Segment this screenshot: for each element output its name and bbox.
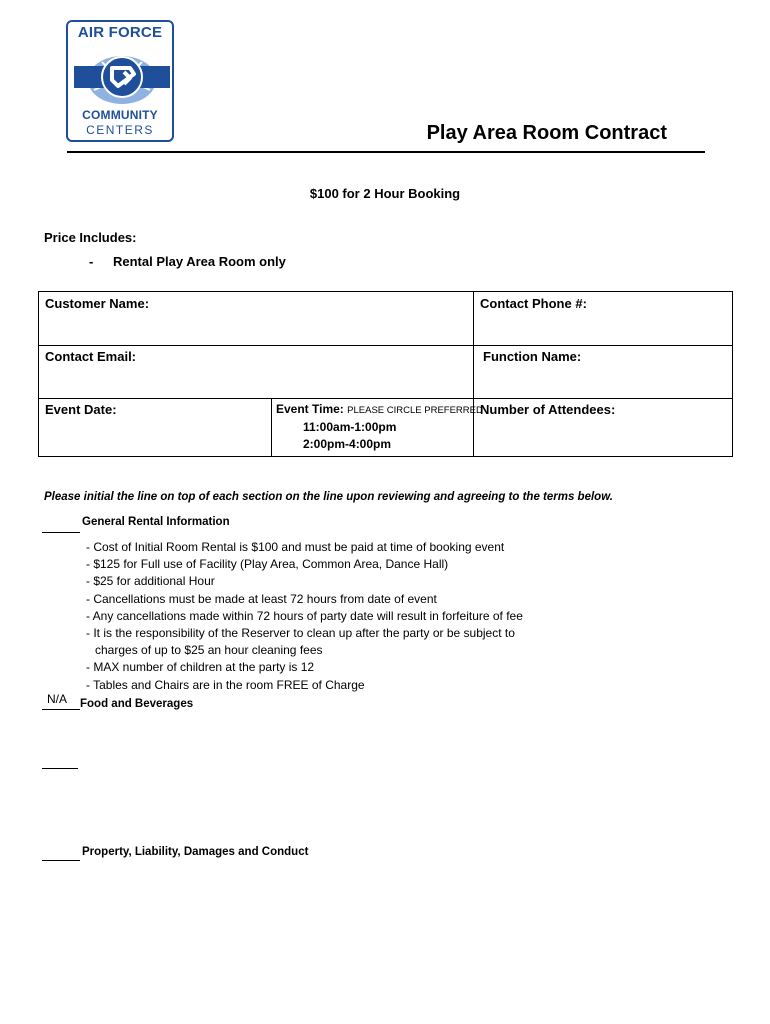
row-divider-1 [39, 345, 732, 346]
time-option-2[interactable]: 2:00pm-4:00pm [303, 437, 392, 451]
term-item: - Any cancellations made within 72 hours of party date will result in forfeiture of fee [86, 608, 523, 623]
price-includes-dash: - [89, 254, 94, 269]
air-force-community-centers-logo [66, 20, 174, 142]
food-initial-value: N/A [47, 692, 68, 706]
food-initial-line[interactable] [42, 709, 80, 710]
attendees-field[interactable]: Number of Attendees: [480, 402, 616, 417]
customer-name-field[interactable]: Customer Name: [45, 296, 150, 311]
term-item: - It is the responsibility of the Reserver to clean up after the party or be subject to [86, 626, 515, 641]
contact-phone-field[interactable]: Contact Phone #: [480, 296, 587, 311]
term-item: - Tables and Chairs are in the room FREE of Charge [86, 677, 365, 692]
page-title: Play Area Room Contract [426, 122, 667, 144]
event-time-note: PLEASE CIRCLE PREFERRED [347, 405, 483, 416]
price-includes-item: Rental Play Area Room only [113, 254, 286, 269]
term-item: - $125 for Full use of Facility (Play Area, Common Area, Dance Hall) [86, 557, 449, 572]
term-item: charges of up to $25 an hour cleaning fees [95, 643, 323, 658]
general-initial-line[interactable] [42, 532, 80, 533]
function-name-field[interactable]: Function Name: [483, 349, 582, 364]
logo-centers-text: CENTERS [86, 123, 154, 137]
globe-emblem-icon [72, 44, 172, 106]
title-divider [67, 151, 705, 153]
term-item: - Cancellations must be made at least 72 hours from date of event [86, 591, 437, 606]
price-includes-label: Price Includes: [44, 230, 137, 245]
booking-price: $100 for 2 Hour Booking [309, 186, 461, 201]
property-initial-line[interactable] [42, 860, 80, 861]
contact-email-field[interactable]: Contact Email: [45, 349, 137, 364]
blank-initial-line[interactable] [42, 768, 78, 769]
row-divider-2 [39, 398, 732, 399]
event-date-field[interactable]: Event Date: [45, 402, 117, 417]
general-terms-list [86, 539, 523, 694]
initial-instructions: Please initial the line on top of each section on the line upon reviewing and agreeing to the terms below. [44, 491, 613, 503]
logo-top-text: AIR FORCE [77, 24, 163, 41]
column-divider-left [271, 398, 272, 456]
term-item: - MAX number of children at the party is 12 [86, 660, 315, 675]
logo-community-text: COMMUNITY [82, 108, 158, 122]
property-section-title: Property, Liability, Damages and Conduct [82, 846, 309, 858]
term-item: - Cost of Initial Room Rental is $100 and must be paid at time of booking event [86, 540, 505, 554]
event-time-label: Event Time: [276, 402, 344, 416]
time-option-1[interactable]: 11:00am-1:00pm [303, 420, 397, 434]
column-divider-right [473, 292, 474, 456]
contract-form-table [38, 291, 733, 457]
term-item: - $25 for additional Hour [86, 574, 215, 589]
event-time-field[interactable] [276, 402, 483, 416]
general-section-title: General Rental Information [82, 516, 230, 528]
food-section-title: Food and Beverages [80, 698, 194, 710]
